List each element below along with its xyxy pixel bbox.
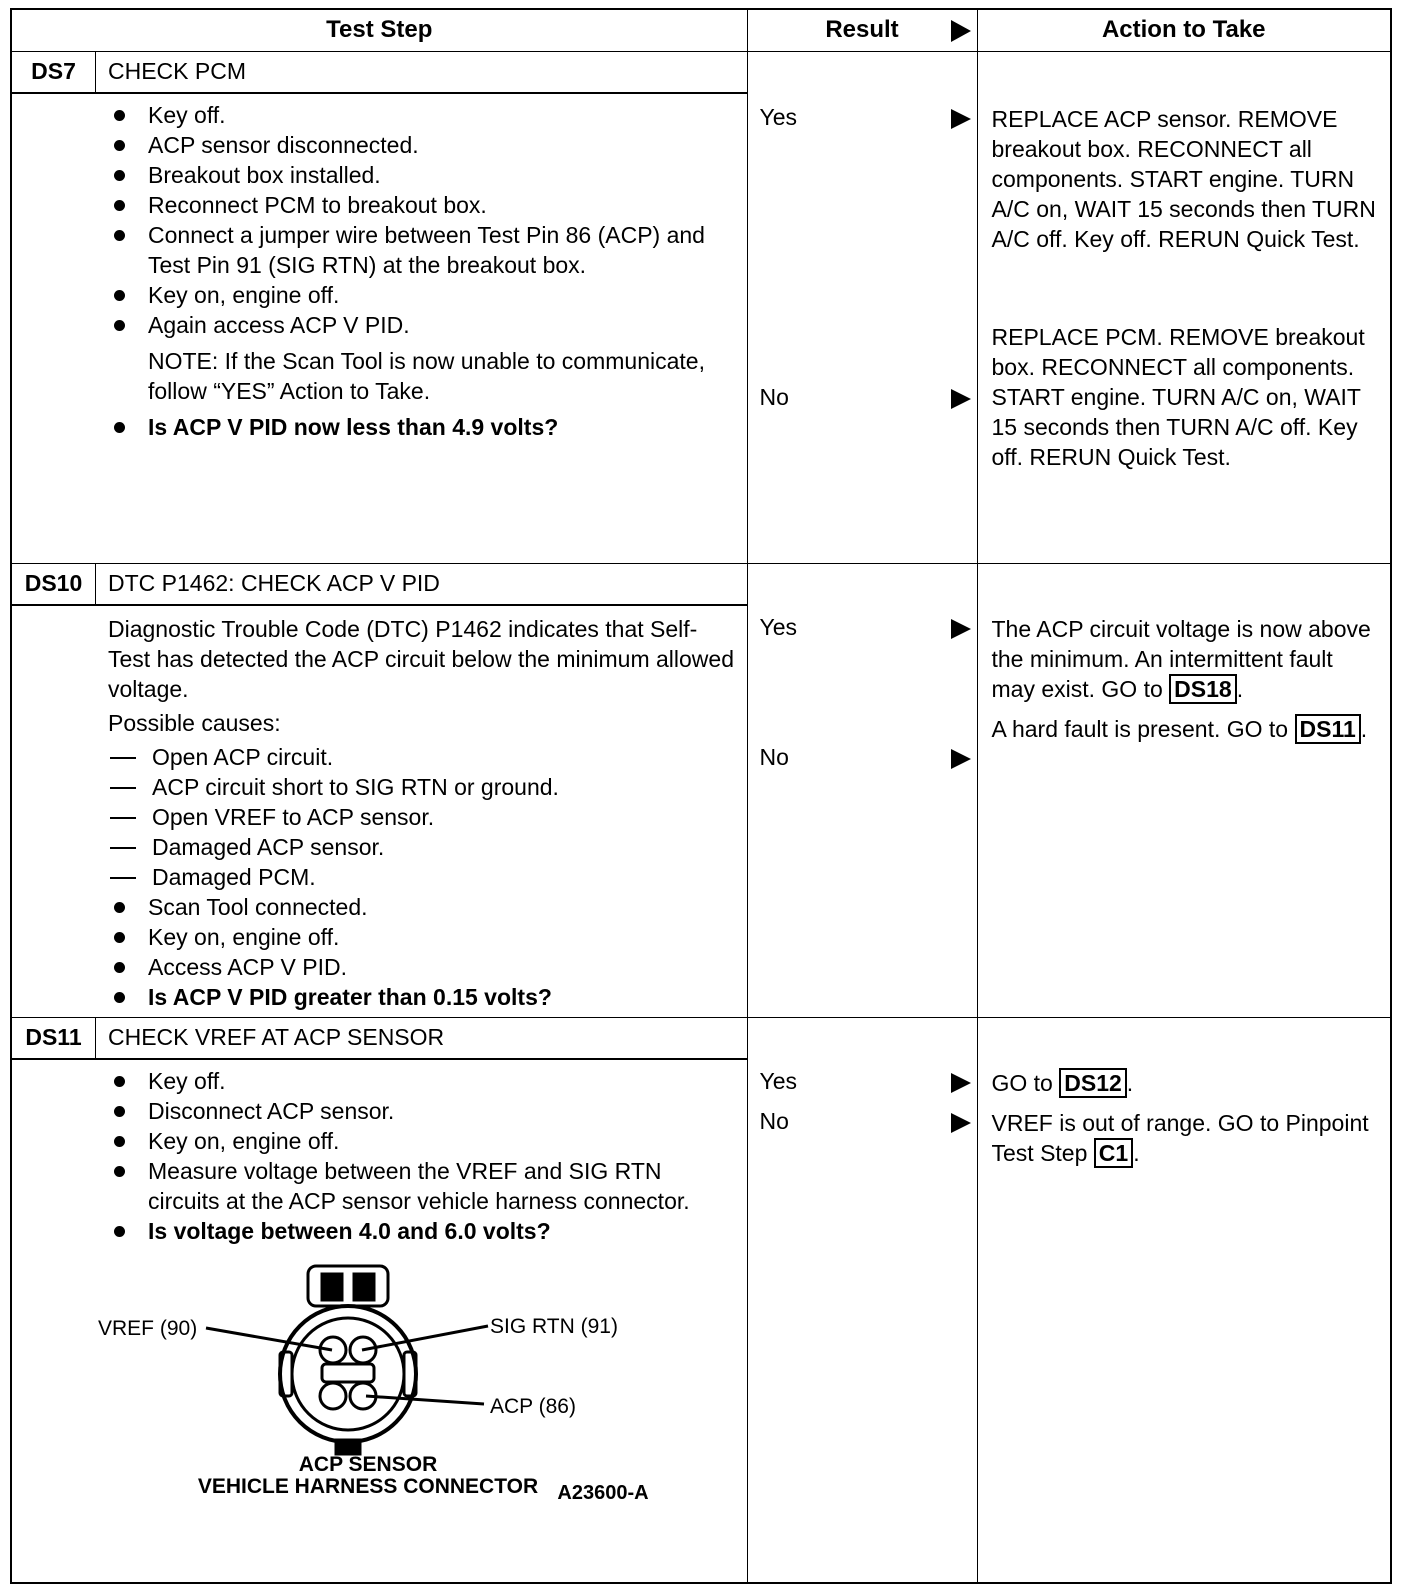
header-result <box>747 9 977 51</box>
period: . <box>1126 1069 1134 1096</box>
ds10-result-yes <box>748 614 977 644</box>
ds7-question: Is ACP V PID now less than 4.9 volts? <box>108 412 739 442</box>
acp-connector-diagram <box>98 1264 718 1554</box>
ds10-description: Diagnostic Trouble Code (DTC) P1462 indicates that Self-Test has detected the ACP circuit below the minimum allowed voltage. <box>108 615 734 702</box>
ds11-yes-action-text: GO to <box>991 1069 1060 1096</box>
ds11-no-label: No <box>759 1107 789 1134</box>
ds11-action-cell <box>977 1017 1391 1583</box>
ds10-yes-action-text: The ACP circuit voltage is now above the minimum. An intermittent fault may exist. GO to <box>991 615 1371 702</box>
diagnostic-page <box>10 8 1390 1586</box>
list-item: Key on, engine off. <box>108 1126 739 1156</box>
ds7-no-label: No <box>759 383 789 410</box>
ds10-no-action-text: A hard fault is present. GO to <box>991 715 1295 742</box>
ds10-step-title: DTC P1462: CHECK ACP V PID <box>108 570 440 596</box>
list-item: Reconnect PCM to breakout box. <box>108 190 739 220</box>
table-header-row <box>11 9 1391 51</box>
ds7-question-list <box>108 412 739 442</box>
arrow-right-icon <box>951 1073 971 1093</box>
ds7-instructions <box>108 100 739 340</box>
ds10-head <box>12 564 747 606</box>
ds7-step-title: CHECK PCM <box>108 58 247 84</box>
step-row-ds10 <box>11 563 1391 1017</box>
ds11-reference-link[interactable]: DS11 <box>1295 714 1361 744</box>
diagram-caption-line1: ACP SENSOR <box>298 1452 438 1476</box>
period: . <box>1360 715 1368 742</box>
figure-id: A23600-A <box>557 1481 649 1504</box>
ds11-no-action <box>978 1108 1391 1168</box>
arrow-right-icon <box>951 109 971 129</box>
list-item: Key on, engine off. <box>108 922 739 952</box>
period: . <box>1133 1139 1140 1166</box>
ds7-yes-action: REPLACE ACP sensor. REMOVE breakout box. RECONNECT all components. START engine. TURN A/C on, WAIT 15 seconds then TURN A/C off. Key off. RERUN Quick Test. <box>991 105 1376 252</box>
ds7-no-action: REPLACE PCM. REMOVE breakout box. RECONNECT all components. START engine. TURN A/C on, WAIT 15 seconds then TURN A/C off. Key off. RERUN Quick Test. <box>991 323 1365 470</box>
ds7-result-yes <box>748 104 977 134</box>
ds10-causes-label: Possible causes: <box>108 709 281 736</box>
ds11-yes-action <box>978 1068 1391 1098</box>
ds11-result-yes <box>748 1068 977 1098</box>
ds11-no-action-text: VREF is out of range. GO to Pinpoint Test Step <box>991 1109 1369 1166</box>
list-item: Key off. <box>108 100 739 130</box>
ds11-result-cell <box>747 1017 977 1583</box>
ds18-reference-link[interactable]: DS18 <box>1169 674 1237 704</box>
pinpoint-test-table <box>10 8 1392 1584</box>
arrow-right-icon <box>951 749 971 769</box>
ds7-yes-label: Yes <box>759 103 798 130</box>
list-item: Damaged ACP sensor. <box>108 832 739 862</box>
sig-rtn-pin-label: SIG RTN (91) <box>490 1314 618 1338</box>
diagram-caption-line2: VEHICLE HARNESS CONNECTOR <box>197 1474 539 1498</box>
ds10-yes-action <box>978 614 1391 704</box>
period: . <box>1236 675 1244 702</box>
list-item: Connect a jumper wire between Test Pin 86 (ACP) and Test Pin 91 (SIG RTN) at the breakout box. <box>108 220 739 280</box>
ds11-yes-label: Yes <box>759 1067 798 1094</box>
ds10-step-id: DS10 <box>12 564 96 604</box>
header-result-label: Result <box>825 16 899 44</box>
ds10-yes-label: Yes <box>759 613 798 640</box>
list-item: ACP sensor disconnected. <box>108 130 739 160</box>
arrow-right-icon <box>951 1113 971 1133</box>
ds11-step-id: DS11 <box>12 1018 96 1058</box>
ds10-result-no <box>748 744 977 774</box>
ds7-test-cell <box>11 51 747 563</box>
arrow-right-icon <box>951 619 971 639</box>
list-item: Key off. <box>108 1066 739 1096</box>
vref-pin-label: VREF (90) <box>98 1316 198 1340</box>
list-item: Measure voltage between the VREF and SIG RTN circuits at the ACP sensor vehicle harness connector. <box>108 1156 739 1216</box>
acp-pin-label: ACP (86) <box>490 1394 576 1418</box>
ds7-head <box>12 52 747 94</box>
list-item: Again access ACP V PID. <box>108 310 739 340</box>
ds11-test-cell <box>11 1017 747 1583</box>
list-item: ACP circuit short to SIG RTN or ground. <box>108 772 739 802</box>
list-item: Disconnect ACP sensor. <box>108 1096 739 1126</box>
ds10-test-cell <box>11 563 747 1017</box>
arrow-right-icon <box>951 389 971 409</box>
list-item: Scan Tool connected. <box>108 892 739 922</box>
ds10-question: Is ACP V PID greater than 0.15 volts? <box>108 982 739 1012</box>
list-item: Access ACP V PID. <box>108 952 739 982</box>
list-item: Open ACP circuit. <box>108 742 739 772</box>
ds10-body <box>12 606 747 1016</box>
ds11-result-no <box>748 1108 977 1138</box>
arrow-right-icon <box>951 20 971 42</box>
list-item: Key on, engine off. <box>108 280 739 310</box>
ds10-action-cell <box>977 563 1391 1017</box>
list-item: Breakout box installed. <box>108 160 739 190</box>
ds10-result-cell <box>747 563 977 1017</box>
step-row-ds11 <box>11 1017 1391 1583</box>
ds11-instructions <box>108 1066 739 1246</box>
ds10-no-label: No <box>759 743 789 770</box>
ds7-action-cell <box>977 51 1391 563</box>
c1-reference-link[interactable]: C1 <box>1094 1138 1133 1168</box>
ds10-causes <box>108 742 739 892</box>
ds7-step-id: DS7 <box>12 52 96 92</box>
ds11-step-title: CHECK VREF AT ACP SENSOR <box>108 1024 445 1050</box>
list-item: Damaged PCM. <box>108 862 739 892</box>
ds11-question: Is voltage between 4.0 and 6.0 volts? <box>108 1216 739 1246</box>
ds11-body <box>12 1060 747 1558</box>
ds7-result-no <box>748 384 977 414</box>
list-item: Open VREF to ACP sensor. <box>108 802 739 832</box>
ds10-instructions <box>108 892 739 1012</box>
ds7-note: NOTE: If the Scan Tool is now unable to communicate, follow “YES” Action to Take. <box>148 347 705 404</box>
ds7-result-cell <box>747 51 977 563</box>
ds7-body <box>12 94 747 446</box>
header-test-step: Test Step <box>11 9 747 51</box>
ds12-reference-link[interactable]: DS12 <box>1059 1068 1127 1098</box>
ds10-no-action <box>978 714 1391 744</box>
header-action: Action to Take <box>977 9 1391 51</box>
step-row-ds7 <box>11 51 1391 563</box>
ds11-head <box>12 1018 747 1060</box>
